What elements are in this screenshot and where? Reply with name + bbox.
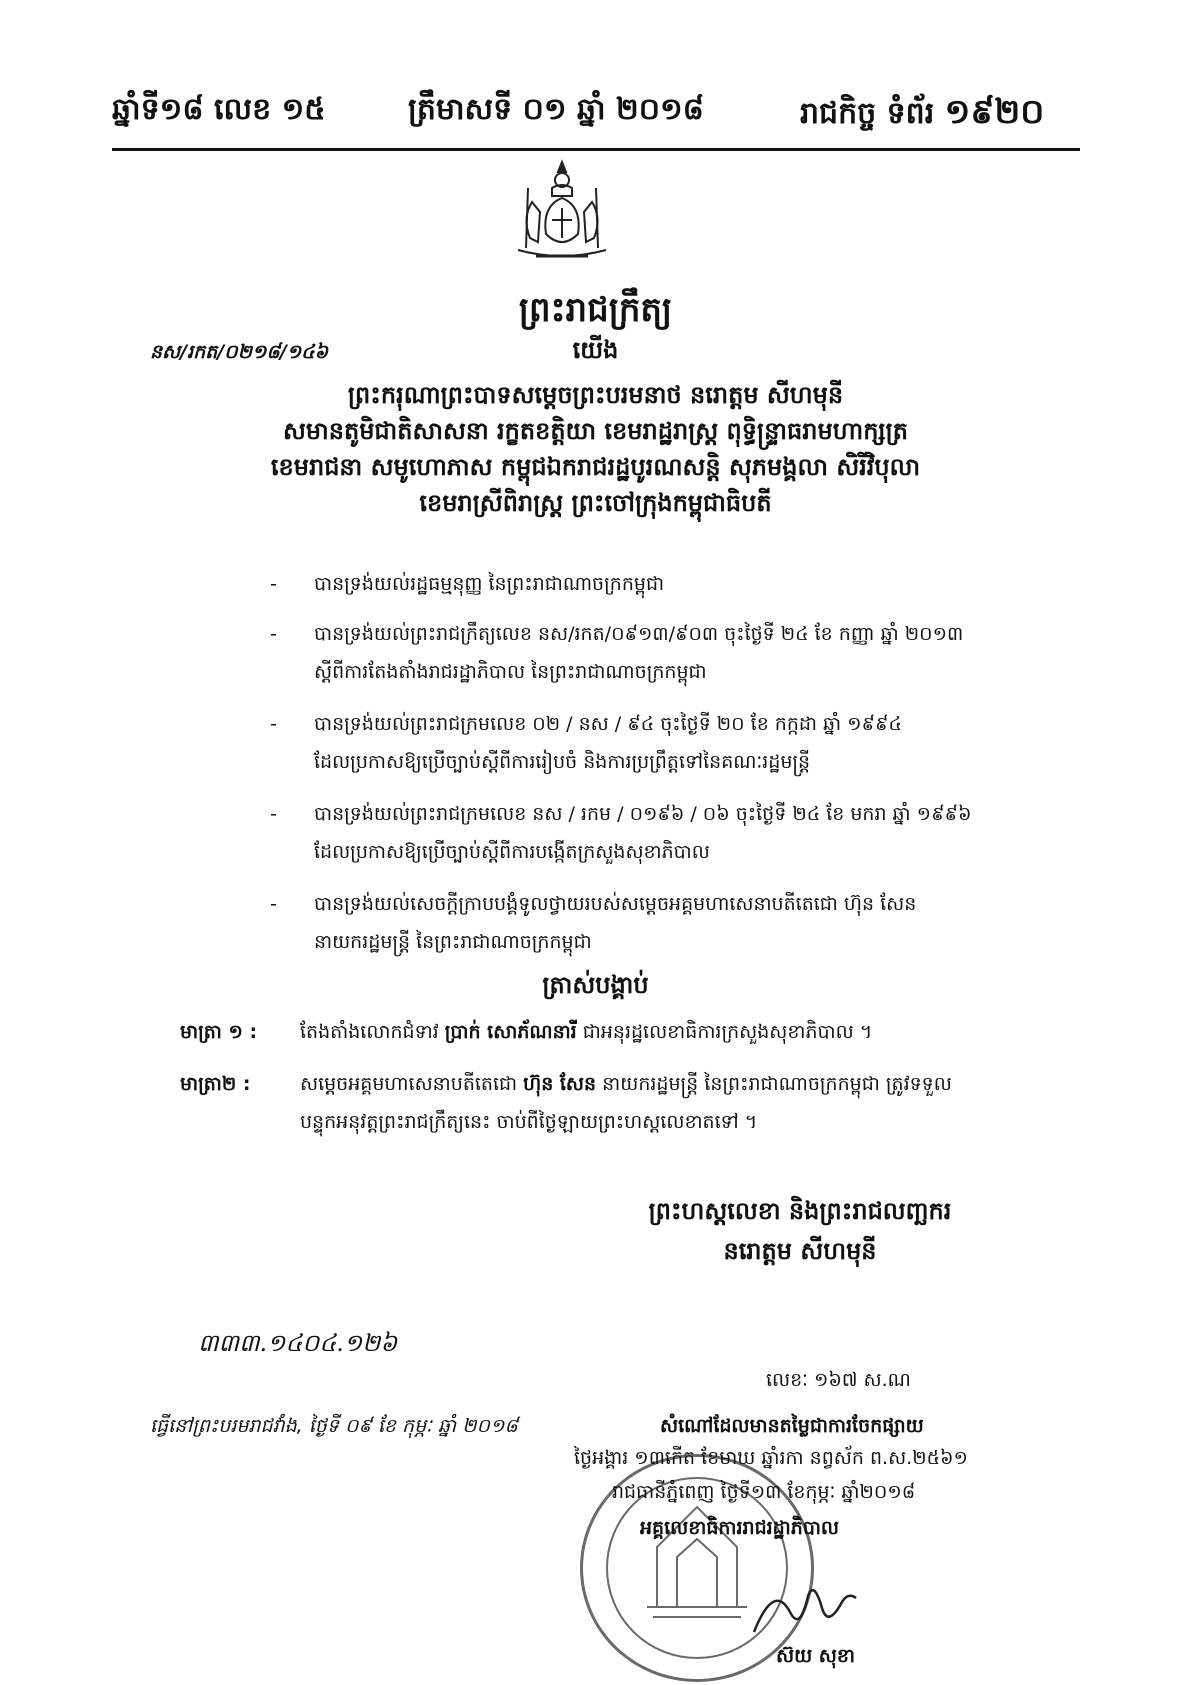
- article-1-label: មាត្រា ១ :: [180, 1021, 258, 1043]
- consideration-text: បានទ្រង់យល់សេចក្តីក្រាបបង្គំទូលថ្វាយរបស់សម្តេចអគ្គមហាសេនាបតីតេជោ ហ៊ុន សែន: [314, 893, 917, 915]
- bullet-dash: -: [270, 803, 277, 825]
- king-title-line-2: សមានតូមិជាតិសាសនា រក្ខតខត្តិយា ខេមរាដ្ឋរាស្ត្រ ពុទ្ធិន្ទ្រាធរាមហាក្សត្រ: [283, 417, 908, 445]
- royal-coat-of-arms-icon: [502, 158, 622, 266]
- certified-copy-label: សំណៅដែលមានតម្លៃជាការចែកផ្សាយ: [660, 1415, 924, 1437]
- handwritten-signature-icon: [744, 1572, 864, 1652]
- article-2-text-post: នាយករដ្ឋមន្ត្រី នៃព្រះរាជាណាចក្រកម្ពុជា ត្រូវទទួល: [596, 1073, 952, 1095]
- header-page-label: រាជកិច្ច ទំព័រ: [800, 96, 945, 131]
- article-1-text: [300, 1012, 1080, 1052]
- header-quarter: ត្រឹមាសទី ០១ ឆ្នាំ ២០១៨: [408, 92, 704, 127]
- royal-signature-name: នរោត្តម សីហមុនី: [723, 1237, 877, 1265]
- article-2-text: [300, 1064, 1080, 1104]
- consideration-text: ដែលប្រកាសឱ្យប្រើច្បាប់ស្តីពីការរៀបចំ និងការប្រព្រឹត្តទៅនៃគណៈរដ្ឋមន្ត្រី: [314, 751, 811, 773]
- decree-number: លេខៈ ១៦៧ ស.ណ: [766, 1369, 911, 1391]
- consideration-text: នាយករដ្ឋមន្ត្រី នៃព្រះរាជាណាចក្រកម្ពុជា: [314, 931, 592, 953]
- consideration-text: បានទ្រង់យល់ព្រះរាជក្រឹត្យលេខ នស/រកត/០៩១៣/៩០៣ ចុះថ្ងៃទី ២៤ ខែ កញ្ញា ឆ្នាំ ២០១៣: [314, 623, 964, 645]
- bullet-dash: -: [270, 573, 277, 595]
- article-2-text-pre: សម្តេចអគ្គមហាសេនាបតីតេជោ: [300, 1073, 524, 1095]
- king-title-line-4: ខេមរាស្រីពិរាស្ត្រ ព្រះចៅក្រុងកម្ពុជាធិបតី: [419, 489, 772, 517]
- handwritten-reference: ៣៣៣.១៤០៤.១២៦: [198, 1329, 398, 1357]
- article-2-label: មាត្រា២ :: [180, 1073, 251, 1095]
- header-issue: ឆ្នាំទី១៨ លេខ ១៥: [112, 92, 326, 127]
- article-1-appointee: ប្រាក់ សោភ័ណនារី: [444, 1021, 577, 1043]
- decree-date: ធ្វើនៅព្រះបរមរាជវាំង, ថ្ងៃទី ០៩ ខែ កុម្ភៈ ឆ្នាំ ២០១៨: [150, 1415, 518, 1437]
- article-1-text-pre: តែងតាំងលោកជំទាវ: [300, 1021, 445, 1043]
- consideration-text: បានទ្រង់យល់ព្រះរាជក្រមលេខ នស / រកម / ០១៩៦ / ០៦ ចុះថ្ងៃទី ២៤ ខែ មករា ឆ្នាំ ១៩៩៦: [314, 803, 972, 825]
- header-rule: [112, 148, 1080, 151]
- article-2-text-line-2: បន្ទុកអនុវត្តព្រះរាជក្រឹត្យនេះ ចាប់ពីថ្ងៃឡាយព្រះហស្តលេខាតទៅ ។: [300, 1111, 758, 1133]
- article-2-prime-minister: ហ៊ុន សែន: [523, 1073, 597, 1095]
- document-title: ព្រះរាជក្រឹត្យ: [518, 290, 673, 330]
- lunar-date: ថ្ងៃអង្គារ ១៣កើត ខែមាឃ ឆ្នាំរកា នព្វស័ក ព.ស.២៥៦១: [574, 1447, 968, 1469]
- bullet-dash: -: [270, 623, 277, 645]
- certifier-name: ស៊យ សុខា: [776, 1645, 855, 1667]
- consideration-text: ស្តីពីការតែងតាំងរាជរដ្ឋាភិបាល នៃព្រះរាជាណាចក្រកម្ពុជា: [314, 661, 707, 683]
- header-page-number: ១៩២០: [944, 92, 1045, 132]
- certifier-title: អគ្គលេខាធិការរាជរដ្ឋាភិបាល: [640, 1517, 839, 1539]
- article-1-text-post: ជាអនុរដ្ឋលេខាធិការក្រសួងសុខាភិបាល ។: [576, 1021, 873, 1043]
- king-title-line-3: ខេមរាជនា សមូហោភាស កម្ពុជឯករាជរដ្ឋបូរណសន្តិ សុភមង្គលា សិរីវិបុលា: [270, 453, 921, 481]
- bullet-dash: -: [270, 893, 277, 915]
- place-and-date: រាជធានីភ្នំពេញ ថ្ងៃទី១៣ ខែកុម្ភៈ ឆ្នាំ២០១៨: [612, 1481, 916, 1503]
- decree-heading: ត្រាស់បង្គាប់: [542, 971, 649, 999]
- royal-signature-title: ព្រះហស្តលេខា និងព្រះរាជលញ្ឆករ: [648, 1197, 952, 1225]
- consideration-text: ដែលប្រកាសឱ្យប្រើច្បាប់ស្តីពីការបង្កើតក្រសួងសុខាភិបាល: [314, 841, 710, 863]
- king-title-line-1: ព្រះករុណាព្រះបាទសម្តេចព្រះបរមនាថ នរោត្តម សីហមុនី: [347, 381, 844, 409]
- bullet-dash: -: [270, 713, 277, 735]
- header-page: [800, 90, 1044, 140]
- decree-ref-number: នស/រកត/០២១៨/១៤៦: [150, 341, 329, 363]
- decree-we: យើង: [572, 336, 619, 364]
- consideration-text: បានទ្រង់យល់ព្រះរាជក្រមលេខ ០២ / នស / ៩៤ ចុះថ្ងៃទី ២០ ខែ កក្កដា ឆ្នាំ ១៩៩៤: [314, 713, 902, 735]
- consideration-text: បានទ្រង់យល់រដ្ឋធម្មនុញ្ញ នៃព្រះរាជាណាចក្រកម្ពុជា: [314, 573, 665, 595]
